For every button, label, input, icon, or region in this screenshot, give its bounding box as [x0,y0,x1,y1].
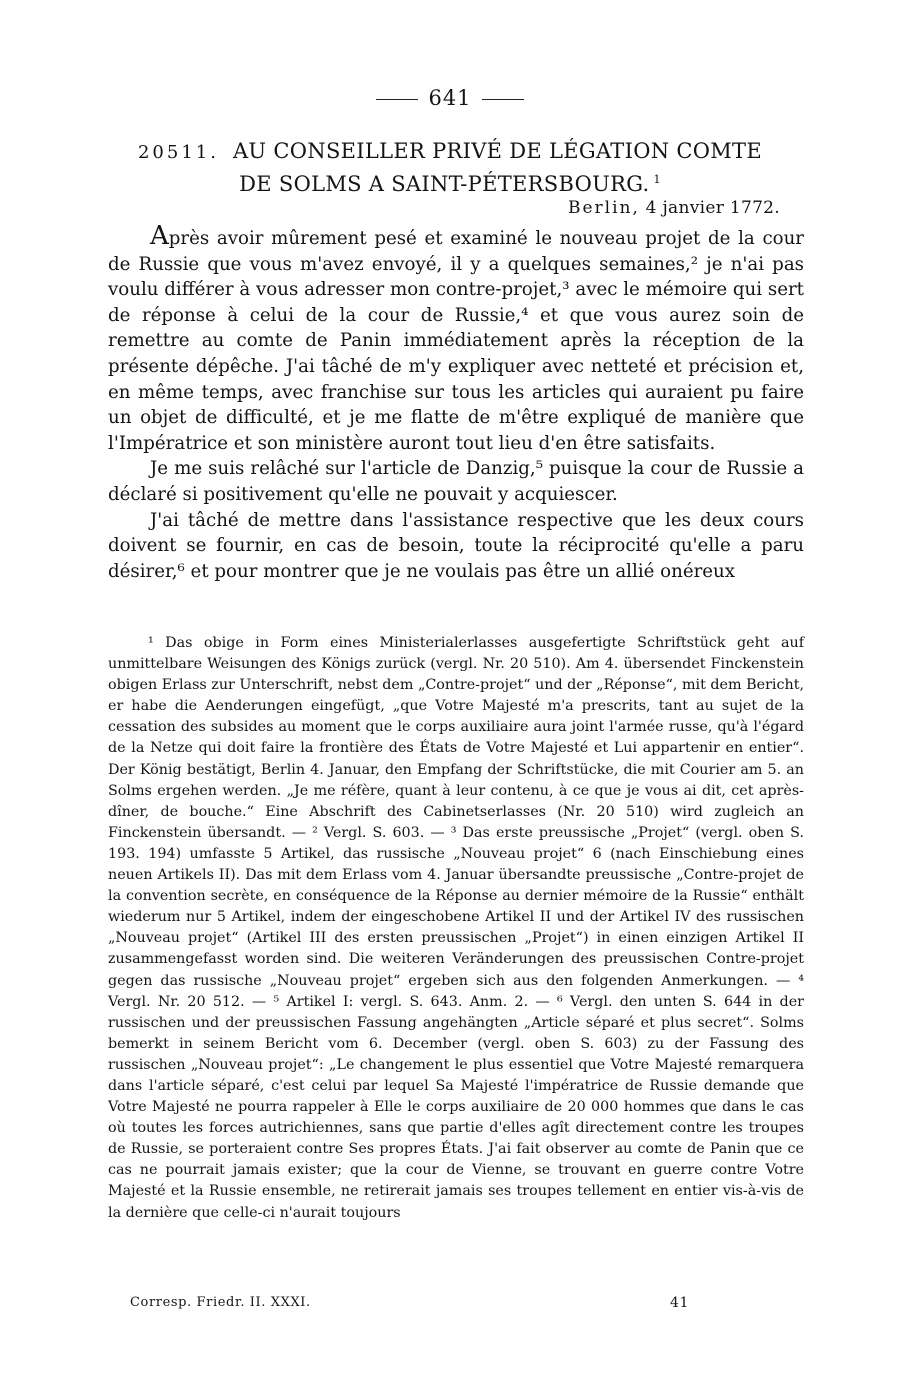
paragraph-1-text: près avoir mûrement pesé et examiné le nouveau projet de la cour de Russie que vous m'avez envoyé, il y a quelques semaines,² je n'ai pas voulu différer à vous adresser mon contre-projet,³ avec le mémoire qui sert de réponse à celui de la cour de Russie,⁴ et que vous aurez soin de remettre au comte de Panin immédiatement après la réception de la présente dépêche. J'ai tâché de m'y expliquer avec netteté et précision et, en même temps, avec franchise sur tous les articles qui auraient pu faire un objet de difficulté, et je me flatte de m'être expliqué de manière que l'Impératrice et son ministère auront tout lieu d'en être satisfaits. [108,228,804,454]
initial-letter: A [150,221,169,251]
paragraph-1 [108,221,804,456]
date-text: 4 janvier 1772. [645,198,780,218]
dateline [568,198,780,218]
title-line-2: DE SOLMS A SAINT-PÉTERSBOURG. [239,172,650,196]
footnotes [108,633,804,1224]
paragraph-2: Je me suis relâché sur l'article de Danzig,⁵ puisque la cour de Russie a déclaré si positivement qu'elle ne pouvait y acquiescer. [108,458,804,505]
document-number: 20511. [137,142,219,163]
page-number-line [0,86,900,110]
right-rule [482,99,524,100]
paragraph-3: J'ai tâché de mettre dans l'assistance respective que les deux cours doivent se fournir, en cas de besoin, toute la réciprocité qu'elle a paru désirer,⁶ et pour montrer que je ne voulais pas être un allié onéreux [108,509,804,582]
date-place: Berlin, [568,198,640,218]
signature-mark: 41 [670,1295,690,1311]
title-note-mark: 1 [653,173,661,186]
footnotes-text: ¹ Das obige in Form eines Ministerialerlasses ausgefertigte Schriftstück geht auf unmittelbare Weisungen des Königs zurück (vergl. Nr. 20 510). Am 4. übersendet Finckenstein obigen Erlass zur Unterschrift, nebst dem „Contre-projet“ und der „Réponse“, mit dem Bericht, er habe die Aenderungen eingefügt, „que Votre Majesté m'a prescrits, tant au sujet de la cessation des subsides au moment que le corps auxiliaire aura joint l'armée russe, qu'à l'égard de la Netze qui doit faire la frontière des États de Votre Majesté et Lui appartenir en entier“. Der König bestätigt, Berlin 4. Januar, den Empfang der Schriftstücke, die mit Courier am 5. an Solms ergehen werden. „Je me réfère, quant à leur contenu, à ce que je vous ai dit, cet après-dîner, de bouche.“ Eine Abschrift des Cabinetserlasses (Nr. 20 510) wird zugleich an Finckenstein übersandt. — ² Vergl. S. 603. — ³ Das erste preussische „Projet“ (vergl. oben S. 193. 194) umfasste 5 Artikel, das russische „Nouveau projet“ 6 (nach Einschiebung eines neuen Artikels II). Das mit dem Erlass vom 4. Januar übersandte preussische „Contre-projet de la convention secrète, en conséquence de la Réponse au dernier mémoire de la Russie“ enthält wiederum nur 5 Artikel, indem der eingeschobene Artikel II und der Artikel IV des russischen „Nouveau projet“ (Artikel III des ersten preussischen „Projet“) in einen einzigen Artikel II zusammengefasst worden sind. Die weiteren Veränderungen des preussischen Contre-projet gegen das russische „Nouveau projet“ ergeben sich aus den folgenden Anmerkungen. — ⁴ Vergl. Nr. 20 512. — ⁵ Artikel I: vergl. S. 643. Anm. 2. — ⁶ Vergl. den unten S. 644 in der russischen und der preussischen Fassung angehängten „Article séparé et plus secret“. Solms bemerkt in seinem Bericht vom 6. December (vergl. oben S. 603) zu der Fassung des russischen „Nouveau projet“: „Le changement le plus essentiel que Votre Majesté remarquera dans l'article séparé, c'est celui par lequel Sa Majesté l'impératrice de Russie demande que Votre Majesté ne pourra rappeler à Elle le corps auxiliaire de 20 000 hommes que dans le cas où toutes les forces autrichiennes, sans que partie d'elles agît directement contre les troupes de Russie, se porteraient contre Ses propres États. J'ai fait observer au comte de Panin que ce cas ne pourrait jamais exister; que la cour de Vienne, se trouvant en guerre contre Votre Majesté et la Russie ensemble, ne retirerait jamais ses troupes tellement en entier vis-à-vis de la dernière que celle-ci n'aurait toujours [108,635,804,1221]
title-line-1: AU CONSEILLER PRIVÉ DE LÉGATION COMTE [232,139,762,163]
source-line: Corresp. Friedr. II. XXXI. [130,1295,311,1310]
heading-line-2 [0,166,900,198]
page-number: 641 [428,86,472,110]
heading-line-1 [0,138,900,166]
left-rule [376,99,418,100]
page-footer [130,1295,690,1310]
document-heading [0,138,900,198]
letter-body [108,221,804,584]
